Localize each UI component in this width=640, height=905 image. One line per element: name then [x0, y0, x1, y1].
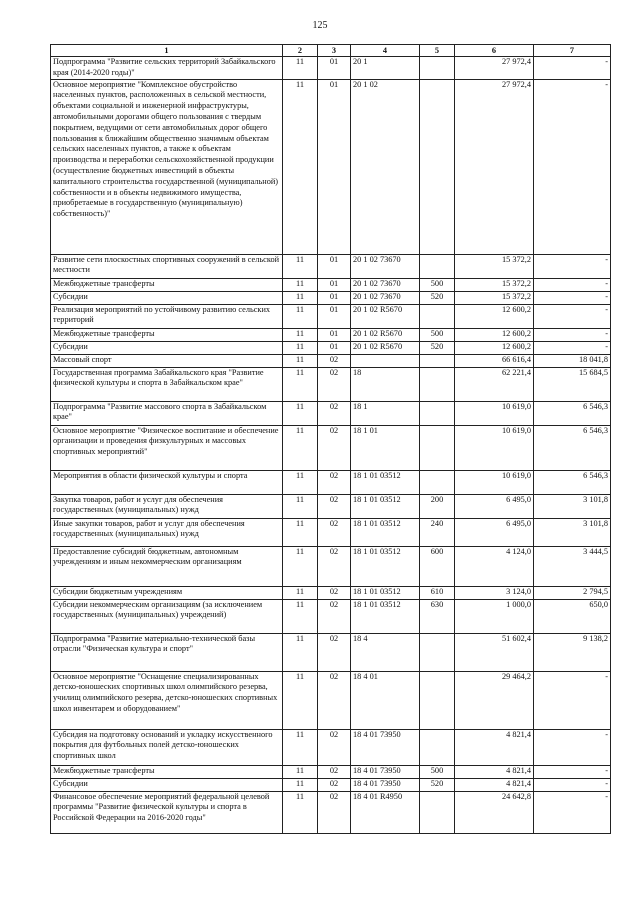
row-section: 11 — [283, 354, 318, 367]
row-subsection: 02 — [318, 765, 351, 778]
row-name: Основное мероприятие "Физическое воспитание и обеспечение организации и проведения физкультурных и массовых спортивных мероприятий" — [51, 425, 283, 470]
row-expense-type — [420, 401, 455, 425]
row-subsection: 02 — [318, 546, 351, 586]
row-target-code: 18 4 01 73950 — [351, 778, 420, 791]
row-section: 11 — [283, 791, 318, 833]
table-row — [51, 671, 611, 729]
table-body — [51, 57, 611, 834]
row-name: Межбюджетные трансферты — [51, 765, 283, 778]
row-amount-1: 6 495,0 — [455, 518, 534, 546]
row-target-code: 18 4 01 R4950 — [351, 791, 420, 833]
row-amount-2: - — [534, 278, 611, 291]
table-row — [51, 304, 611, 328]
row-amount-2: - — [534, 765, 611, 778]
row-amount-1: 15 372,2 — [455, 254, 534, 278]
table-row — [51, 278, 611, 291]
table-row — [51, 633, 611, 671]
header-col-4: 4 — [351, 45, 420, 57]
row-subsection: 02 — [318, 470, 351, 494]
row-amount-2: - — [534, 729, 611, 765]
row-subsection: 02 — [318, 367, 351, 401]
row-section: 11 — [283, 518, 318, 546]
row-name: Закупка товаров, работ и услуг для обеспечения государственных (муниципальных) нужд — [51, 494, 283, 518]
row-section: 11 — [283, 254, 318, 278]
row-amount-1: 12 600,2 — [455, 304, 534, 328]
row-name: Подпрограмма "Развитие материально-технической базы отрасли "Физическая культура и спорт" — [51, 633, 283, 671]
row-subsection: 02 — [318, 354, 351, 367]
row-section: 11 — [283, 278, 318, 291]
row-subsection: 02 — [318, 729, 351, 765]
row-expense-type: 600 — [420, 546, 455, 586]
row-amount-1: 4 821,4 — [455, 778, 534, 791]
row-name: Субсидии — [51, 778, 283, 791]
row-name: Основное мероприятие "Оснащение специализированных детско-юношеских спортивных школ олимпийского резерва, училищ олимпийского резерва, детско-юношеских спортивных школ инвентарем и оборудованием" — [51, 671, 283, 729]
row-section: 11 — [283, 401, 318, 425]
row-section: 11 — [283, 633, 318, 671]
row-target-code: 20 1 02 R5670 — [351, 304, 420, 328]
row-amount-2: - — [534, 304, 611, 328]
row-section: 11 — [283, 546, 318, 586]
row-subsection: 01 — [318, 304, 351, 328]
row-amount-2: 3 444,5 — [534, 546, 611, 586]
row-target-code: 18 1 01 03512 — [351, 518, 420, 546]
row-expense-type — [420, 57, 455, 80]
table-row — [51, 254, 611, 278]
row-section: 11 — [283, 328, 318, 341]
row-name: Иные закупки товаров, работ и услуг для обеспечения государственных (муниципальных) нужд — [51, 518, 283, 546]
table-row — [51, 778, 611, 791]
row-name: Субсидия на подготовку оснований и укладку искусственного покрытия для футбольных полей детско-юношеских спортивных школ — [51, 729, 283, 765]
table-row — [51, 518, 611, 546]
row-amount-1: 3 124,0 — [455, 586, 534, 599]
row-amount-2: - — [534, 291, 611, 304]
header-col-2: 2 — [283, 45, 318, 57]
row-name: Подпрограмма "Развитие сельских территорий Забайкальского края (2014-2020 годы)" — [51, 57, 283, 80]
table-row — [51, 291, 611, 304]
row-section: 11 — [283, 425, 318, 470]
row-target-code — [351, 354, 420, 367]
row-target-code: 18 4 01 73950 — [351, 765, 420, 778]
row-amount-2: 6 546,3 — [534, 470, 611, 494]
row-subsection: 02 — [318, 494, 351, 518]
row-amount-2: 3 101,8 — [534, 494, 611, 518]
row-subsection: 02 — [318, 778, 351, 791]
table-row — [51, 599, 611, 633]
row-amount-2: - — [534, 328, 611, 341]
row-subsection: 01 — [318, 79, 351, 254]
row-amount-2: - — [534, 341, 611, 354]
row-amount-2: 18 041,8 — [534, 354, 611, 367]
row-section: 11 — [283, 304, 318, 328]
row-name: Массовый спорт — [51, 354, 283, 367]
row-section: 11 — [283, 586, 318, 599]
row-name: Межбюджетные трансферты — [51, 278, 283, 291]
row-name: Развитие сети плоскостных спортивных сооружений в сельской местности — [51, 254, 283, 278]
row-expense-type — [420, 671, 455, 729]
row-target-code: 18 1 01 — [351, 425, 420, 470]
row-section: 11 — [283, 341, 318, 354]
row-target-code: 20 1 02 R5670 — [351, 341, 420, 354]
row-name: Субсидии — [51, 291, 283, 304]
table-row — [51, 401, 611, 425]
table-row — [51, 546, 611, 586]
row-expense-type: 500 — [420, 328, 455, 341]
row-expense-type — [420, 425, 455, 470]
row-expense-type — [420, 304, 455, 328]
row-name: Субсидии бюджетным учреждениям — [51, 586, 283, 599]
row-name: Субсидии некоммерческим организациям (за исключением государственных (муниципальных) учреждений) — [51, 599, 283, 633]
row-expense-type — [420, 470, 455, 494]
row-target-code: 20 1 02 73670 — [351, 254, 420, 278]
header-col-5: 5 — [420, 45, 455, 57]
row-amount-1: 66 616,4 — [455, 354, 534, 367]
row-expense-type: 500 — [420, 765, 455, 778]
row-expense-type: 500 — [420, 278, 455, 291]
row-amount-2: - — [534, 254, 611, 278]
row-amount-1: 6 495,0 — [455, 494, 534, 518]
row-name: Государственная программа Забайкальского края "Развитие физической культуры и спорта в Забайкальском крае" — [51, 367, 283, 401]
row-amount-1: 62 221,4 — [455, 367, 534, 401]
row-target-code: 18 1 01 03512 — [351, 586, 420, 599]
row-subsection: 01 — [318, 57, 351, 80]
row-name: Реализация мероприятий по устойчивому развитию сельских территорий — [51, 304, 283, 328]
row-name: Мероприятия в области физической культуры и спорта — [51, 470, 283, 494]
row-target-code: 18 1 01 03512 — [351, 599, 420, 633]
row-expense-type: 240 — [420, 518, 455, 546]
row-subsection: 01 — [318, 278, 351, 291]
row-subsection: 01 — [318, 328, 351, 341]
row-expense-type — [420, 729, 455, 765]
row-section: 11 — [283, 765, 318, 778]
table-row — [51, 57, 611, 80]
row-amount-1: 4 821,4 — [455, 729, 534, 765]
table-row — [51, 586, 611, 599]
row-amount-2: 6 546,3 — [534, 425, 611, 470]
row-expense-type: 520 — [420, 778, 455, 791]
row-amount-1: 1 000,0 — [455, 599, 534, 633]
row-target-code: 18 1 — [351, 401, 420, 425]
row-target-code: 20 1 02 R5670 — [351, 328, 420, 341]
row-expense-type: 520 — [420, 291, 455, 304]
row-section: 11 — [283, 599, 318, 633]
row-amount-1: 15 372,2 — [455, 278, 534, 291]
row-amount-1: 10 619,0 — [455, 401, 534, 425]
row-amount-1: 12 600,2 — [455, 341, 534, 354]
row-expense-type — [420, 367, 455, 401]
row-amount-2: - — [534, 79, 611, 254]
row-section: 11 — [283, 470, 318, 494]
row-subsection: 02 — [318, 518, 351, 546]
table-row — [51, 425, 611, 470]
row-name: Предоставление субсидий бюджетным, автономным учреждениям и иным некоммерческим организациям — [51, 546, 283, 586]
row-target-code: 18 4 01 73950 — [351, 729, 420, 765]
table-row — [51, 765, 611, 778]
row-expense-type — [420, 354, 455, 367]
row-section: 11 — [283, 79, 318, 254]
row-subsection: 01 — [318, 291, 351, 304]
row-target-code: 18 1 01 03512 — [351, 494, 420, 518]
row-name: Межбюджетные трансферты — [51, 328, 283, 341]
row-section: 11 — [283, 494, 318, 518]
header-col-7: 7 — [534, 45, 611, 57]
header-col-3: 3 — [318, 45, 351, 57]
table-row — [51, 79, 611, 254]
row-expense-type — [420, 791, 455, 833]
row-section: 11 — [283, 729, 318, 765]
row-amount-2: - — [534, 791, 611, 833]
row-expense-type — [420, 633, 455, 671]
row-expense-type: 520 — [420, 341, 455, 354]
row-target-code: 20 1 02 — [351, 79, 420, 254]
row-amount-2: - — [534, 671, 611, 729]
row-name: Субсидии — [51, 341, 283, 354]
row-amount-2: 9 138,2 — [534, 633, 611, 671]
row-target-code: 18 — [351, 367, 420, 401]
row-section: 11 — [283, 671, 318, 729]
row-section: 11 — [283, 367, 318, 401]
row-subsection: 01 — [318, 341, 351, 354]
row-amount-2: 2 794,5 — [534, 586, 611, 599]
row-amount-1: 27 972,4 — [455, 79, 534, 254]
row-amount-2: 650,0 — [534, 599, 611, 633]
table-row — [51, 328, 611, 341]
row-amount-1: 4 821,4 — [455, 765, 534, 778]
row-target-code: 20 1 02 73670 — [351, 291, 420, 304]
row-subsection: 02 — [318, 633, 351, 671]
header-row — [51, 45, 611, 57]
row-expense-type: 610 — [420, 586, 455, 599]
table-row — [51, 494, 611, 518]
row-target-code: 18 1 01 03512 — [351, 470, 420, 494]
row-target-code: 20 1 02 73670 — [351, 278, 420, 291]
row-amount-1: 24 642,8 — [455, 791, 534, 833]
row-target-code: 18 1 01 03512 — [351, 546, 420, 586]
row-name: Основное мероприятие "Комплексное обустройство населенных пунктов, расположенных в сельской местности, объектами социальной и инженерной инфраструктуры, автомобильными дорогами общего пользования с твердым покрытием, ведущими от сети автомобильных дорог общего пользования к ближайшим общественно значимым объектам сельских населенных пунктов, а также к объектам производства и переработки сельскохозяйственной продукции (осуществление бюджетных инвестиций в объекты капитального строительства государственной (муниципальной) собственности и в объекты недвижимого имущества, приобретаемые в государственную (муниципальную) собственность)" — [51, 79, 283, 254]
row-amount-2: 3 101,8 — [534, 518, 611, 546]
row-name: Финансовое обеспечение мероприятий федеральной целевой программы "Развитие физической культуры и спорта в Российской Федерации на 2016-2020 годы" — [51, 791, 283, 833]
header-col-6: 6 — [455, 45, 534, 57]
row-amount-2: 15 684,5 — [534, 367, 611, 401]
row-subsection: 02 — [318, 425, 351, 470]
row-target-code: 20 1 — [351, 57, 420, 80]
row-expense-type: 200 — [420, 494, 455, 518]
row-section: 11 — [283, 57, 318, 80]
table-row — [51, 729, 611, 765]
row-section: 11 — [283, 778, 318, 791]
row-subsection: 02 — [318, 791, 351, 833]
table-row — [51, 341, 611, 354]
row-amount-1: 27 972,4 — [455, 57, 534, 80]
row-amount-1: 51 602,4 — [455, 633, 534, 671]
row-amount-2: - — [534, 778, 611, 791]
row-subsection: 02 — [318, 599, 351, 633]
table-row — [51, 791, 611, 833]
row-amount-2: - — [534, 57, 611, 80]
row-subsection: 02 — [318, 671, 351, 729]
row-amount-1: 29 464,2 — [455, 671, 534, 729]
table-row — [51, 367, 611, 401]
table-row — [51, 354, 611, 367]
row-section: 11 — [283, 291, 318, 304]
row-amount-1: 15 372,2 — [455, 291, 534, 304]
row-name: Подпрограмма "Развитие массового спорта в Забайкальском крае" — [51, 401, 283, 425]
row-expense-type: 630 — [420, 599, 455, 633]
row-amount-1: 12 600,2 — [455, 328, 534, 341]
row-target-code: 18 4 — [351, 633, 420, 671]
row-subsection: 01 — [318, 254, 351, 278]
table-header — [51, 45, 611, 57]
row-expense-type — [420, 254, 455, 278]
row-amount-1: 4 124,0 — [455, 546, 534, 586]
row-amount-1: 10 619,0 — [455, 470, 534, 494]
row-amount-1: 10 619,0 — [455, 425, 534, 470]
row-target-code: 18 4 01 — [351, 671, 420, 729]
row-expense-type — [420, 79, 455, 254]
row-subsection: 02 — [318, 586, 351, 599]
header-col-1: 1 — [51, 45, 283, 57]
table-row — [51, 470, 611, 494]
budget-table — [50, 44, 611, 834]
page-number: 125 — [312, 20, 328, 31]
row-amount-2: 6 546,3 — [534, 401, 611, 425]
row-subsection: 02 — [318, 401, 351, 425]
